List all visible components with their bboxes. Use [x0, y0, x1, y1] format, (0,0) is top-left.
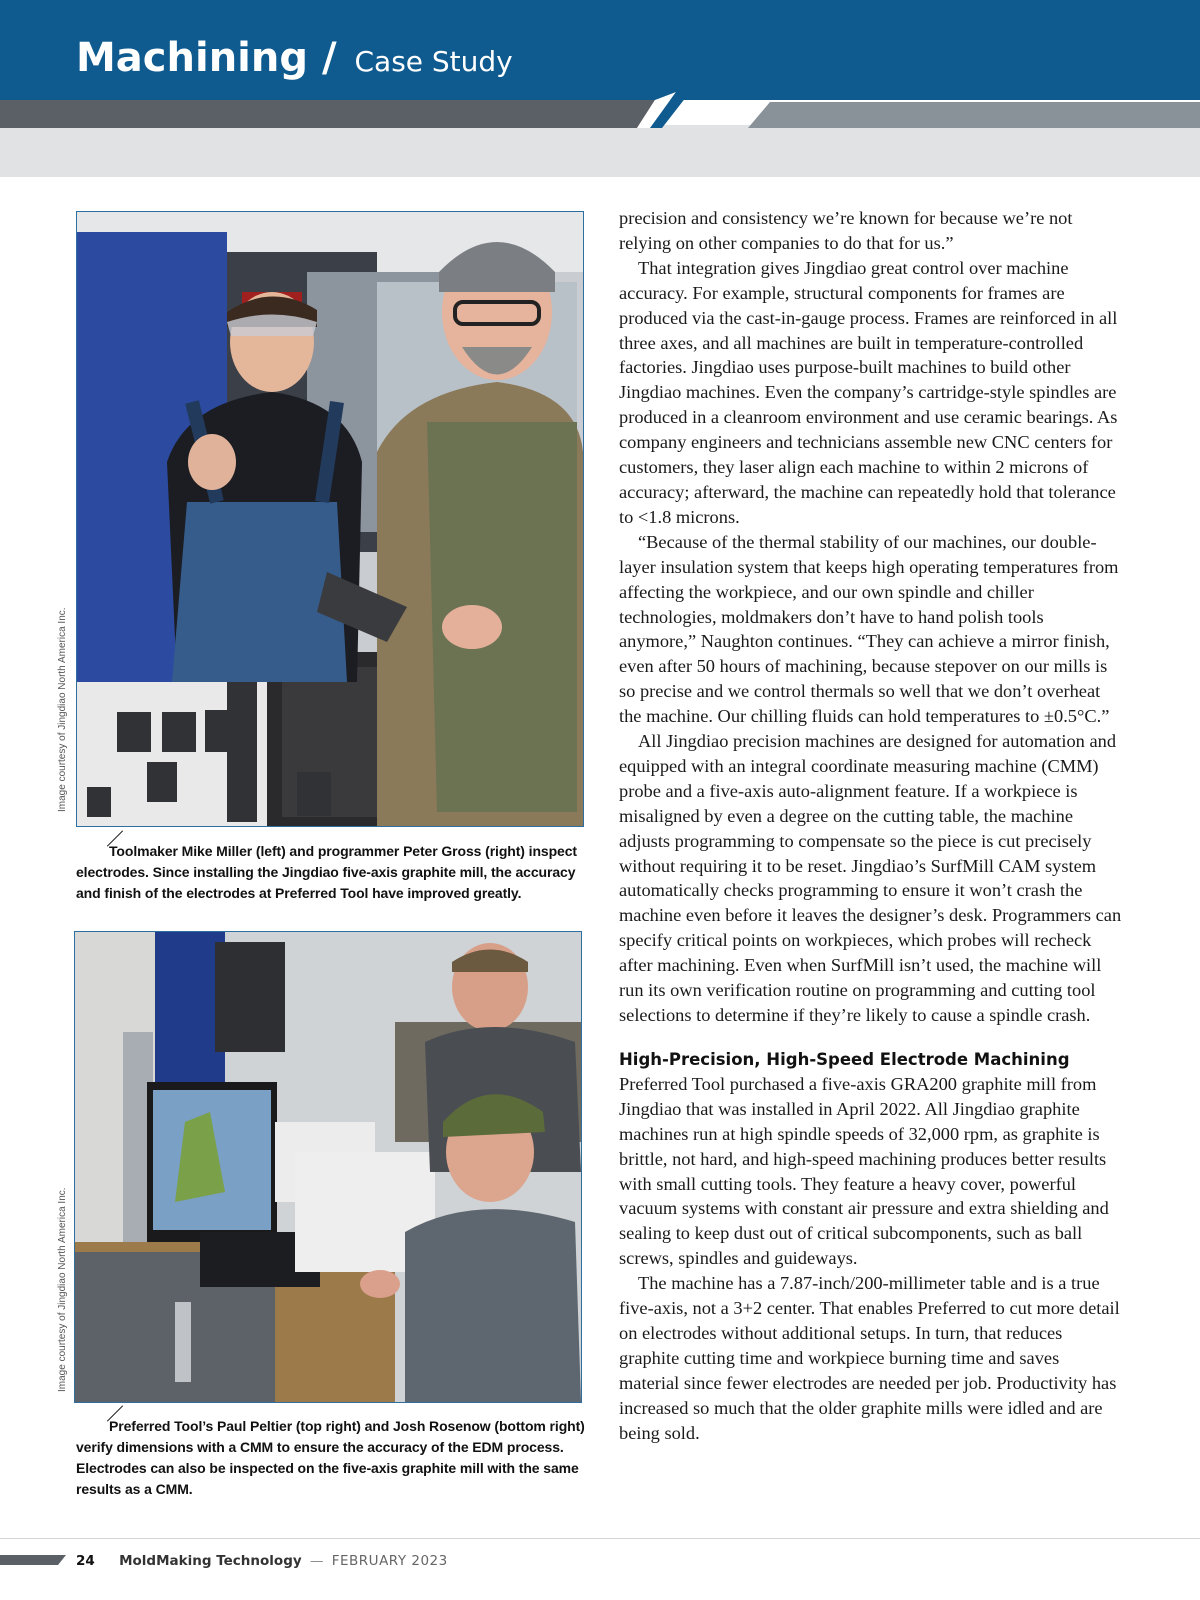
- article-column: [619, 206, 1124, 1446]
- photo-cmm-inspection: [74, 931, 582, 1403]
- paragraph-3: “Because of the thermal stability of our machines, our double-layer insulation system that keeps high operating temperatures from affecting the workpiece, and our own spindle and chiller technologies, moldmakers don’t have to hand polish tools anymore,” Naughton continues. “They can achieve a mirror finish, even after 50 hours of machining, because stepover on our mills is so precise and we control thermals so well that we don’t overheat the machine. Our chilling fluids can hold temperatures to ±0.5°C.”: [619, 531, 1119, 727]
- paragraph-4: All Jingdiao precision machines are designed for automation and equipped with an integral coordinate measuring machine (CMM) probe and a five-axis auto-alignment feature. If a workpiece is misaligned by even a degree on the cutting table, the machine adjusts programming to compensate so the piece is cut precisely without requiring it to be reset. Jingdiao’s SurfMill CAM system automatically checks programming to ensure it won’t crash the machine even before it leaves the designer’s desk. Programmers can specify critical points on workpieces, which probes will recheck after machining. Even when SurfMill isn’t used, the machine will run its own verification routine on programming and cutting tool selections to determine if they’re likely to cause a spindle crash.: [619, 731, 1122, 1025]
- paragraph-1: precision and consistency we’re known for because we’re not relying on other companies to do that for us.”: [619, 208, 1073, 253]
- page-footer: [76, 1553, 448, 1569]
- footer-separator: —: [309, 1553, 324, 1569]
- photo-electrode-inspection: [76, 211, 584, 827]
- subheading: High-Precision, High-Speed Electrode Machining: [619, 1049, 1070, 1069]
- photo-credit-1: Image courtesy of Jingdiao North America Inc.: [57, 607, 68, 812]
- photo-credit-2: Image courtesy of Jingdiao North America Inc.: [57, 1187, 68, 1392]
- footer-divider: [0, 1538, 1200, 1539]
- section-title: [76, 35, 513, 81]
- section-name: Machining: [76, 35, 308, 81]
- footer-accent-bar: [0, 1555, 70, 1565]
- page-number: 24: [76, 1553, 95, 1569]
- subsection-name: Case Study: [354, 45, 513, 78]
- title-separator: /: [321, 35, 337, 81]
- paragraph-6: The machine has a 7.87-inch/200-millimeter table and is a true five-axis, not a 3+2 center. That enables Preferred to cut more detail on electrodes without additional setups. In turn, that reduces graphite cutting time and workpiece burning time and saves material since fewer electrodes are needed per job. Productivity has increased so much that the older graphite mills were idled and are being sold.: [619, 1273, 1120, 1443]
- photo-caption-2: Preferred Tool’s Paul Peltier (top right) and Josh Rosenow (bottom right) verify dimensions with a CMM to ensure the accuracy of the EDM process. Electrodes can also be inspected on the five-axis graphite mill with the same results as a CMM.: [76, 1418, 585, 1497]
- workshop-photo-1: [77, 212, 583, 826]
- workshop-photo-2: [75, 932, 581, 1402]
- publication-name: MoldMaking Technology: [119, 1553, 302, 1569]
- paragraph-5: Preferred Tool purchased a five-axis GRA200 graphite mill from Jingdiao that was installed in April 2022. All Jingdiao graphite machines run at high spindle speeds of 32,000 rpm, as graphite is brittle, not hard, and high-speed machining produces better results with small cutting tools. They feature a heavy cover, powerful vacuum systems with constant air pressure and extra shielding and sealing to keep dust out of critical subcomponents, such as ball screws, spindles and guideways.: [619, 1073, 1109, 1269]
- paragraph-2: That integration gives Jingdiao great control over machine accuracy. For example, structural components for frames are produced via the cast-in-gauge process. Frames are reinforced in all three axes, and all machines are built in temperature-controlled factories. Jingdiao uses purpose-built machines to build other Jingdiao machines. Even the company’s cartridge-style spindles are produced in a cleanroom environment and use ceramic bearings. As company engineers and technicians assemble new CNC centers for customers, they laser align each machine to within 2 microns of accuracy; afterward, the machine can repeatedly hold that tolerance to <1.8 microns.: [619, 257, 1118, 527]
- issue-date: FEBRUARY 2023: [331, 1553, 448, 1569]
- photo-caption-1: Toolmaker Mike Miller (left) and programmer Peter Gross (right) inspect electrodes. Since installing the Jingdiao five-axis graphite mill, the accuracy and finish of the electrodes at Preferred Tool have improved greatly.: [76, 843, 577, 901]
- header-stripe-graphic: [0, 88, 1200, 178]
